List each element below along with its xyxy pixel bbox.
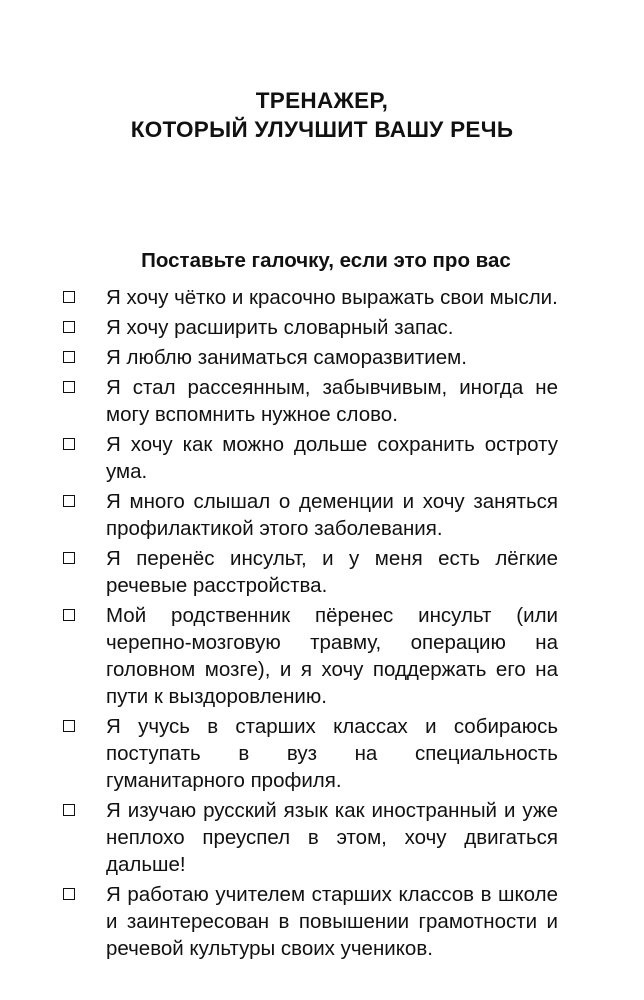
checklist-item [58,284,558,311]
checklist-item [58,713,558,794]
checkbox-icon[interactable] [63,609,75,621]
checkbox-icon[interactable] [63,381,75,393]
checklist-item-text: Мой родственник пёренес инсульт (или черепно-мозговую травму, операцию на головном мозге), и я хочу поддержать его на пути к выздоровлению. [106,604,558,708]
title-line-2: КОТОРЫЙ УЛУЧШИТ ВАШУ РЕЧЬ [130,117,514,142]
checkbox-icon[interactable] [63,291,75,303]
checklist-item-text: Я изучаю русский язык как иностранный и уже неплохо преуспел в этом, хочу двигаться дальше! [106,799,558,876]
checklist-item-text: Я хочу чётко и красочно выражать свои мысли. [106,286,558,309]
checklist-item [58,797,558,878]
checklist-item [58,374,558,428]
checklist-item-text: Я учусь в старших классах и собираюсь поступать в вуз на специальность гуманитарного профиля. [106,715,558,792]
page-title [0,86,644,144]
checklist-item [58,488,558,542]
checkbox-icon[interactable] [63,321,75,333]
checklist-item-text: Я люблю заниматься саморазвитием. [106,346,467,369]
checkbox-icon[interactable] [63,552,75,564]
checkbox-icon[interactable] [63,438,75,450]
checkbox-icon[interactable] [63,720,75,732]
checklist-item [58,545,558,599]
checklist-item [58,344,558,371]
checklist-item [58,881,558,962]
checklist [58,284,558,965]
checklist-item [58,602,558,710]
checkbox-icon[interactable] [63,888,75,900]
checklist-item [58,431,558,485]
checklist-item-text: Я перенёс инсульт, и у меня есть лёгкие речевые расстройства. [106,547,558,597]
checkbox-icon[interactable] [63,495,75,507]
checkbox-icon[interactable] [63,804,75,816]
checklist-heading: Поставьте галочку, если это про вас [141,249,511,272]
title-line-1: ТРЕНАЖЕР, [255,88,389,113]
checkbox-icon[interactable] [63,351,75,363]
checklist-item-text: Я хочу расширить словарный запас. [106,316,454,339]
checklist-item-text: Я много слышал о деменции и хочу заняться профилактикой этого заболевания. [106,490,558,540]
checklist-item-text: Я хочу как можно дольше сохранить остроту ума. [106,433,558,483]
checklist-item-text: Я работаю учителем старших классов в школе и заинтересован в повышении грамотности и речевой культуры своих учеников. [106,883,558,960]
checklist-item-text: Я стал рассеянным, забывчивым, иногда не могу вспомнить нужное слово. [106,376,558,426]
checklist-item [58,314,558,341]
